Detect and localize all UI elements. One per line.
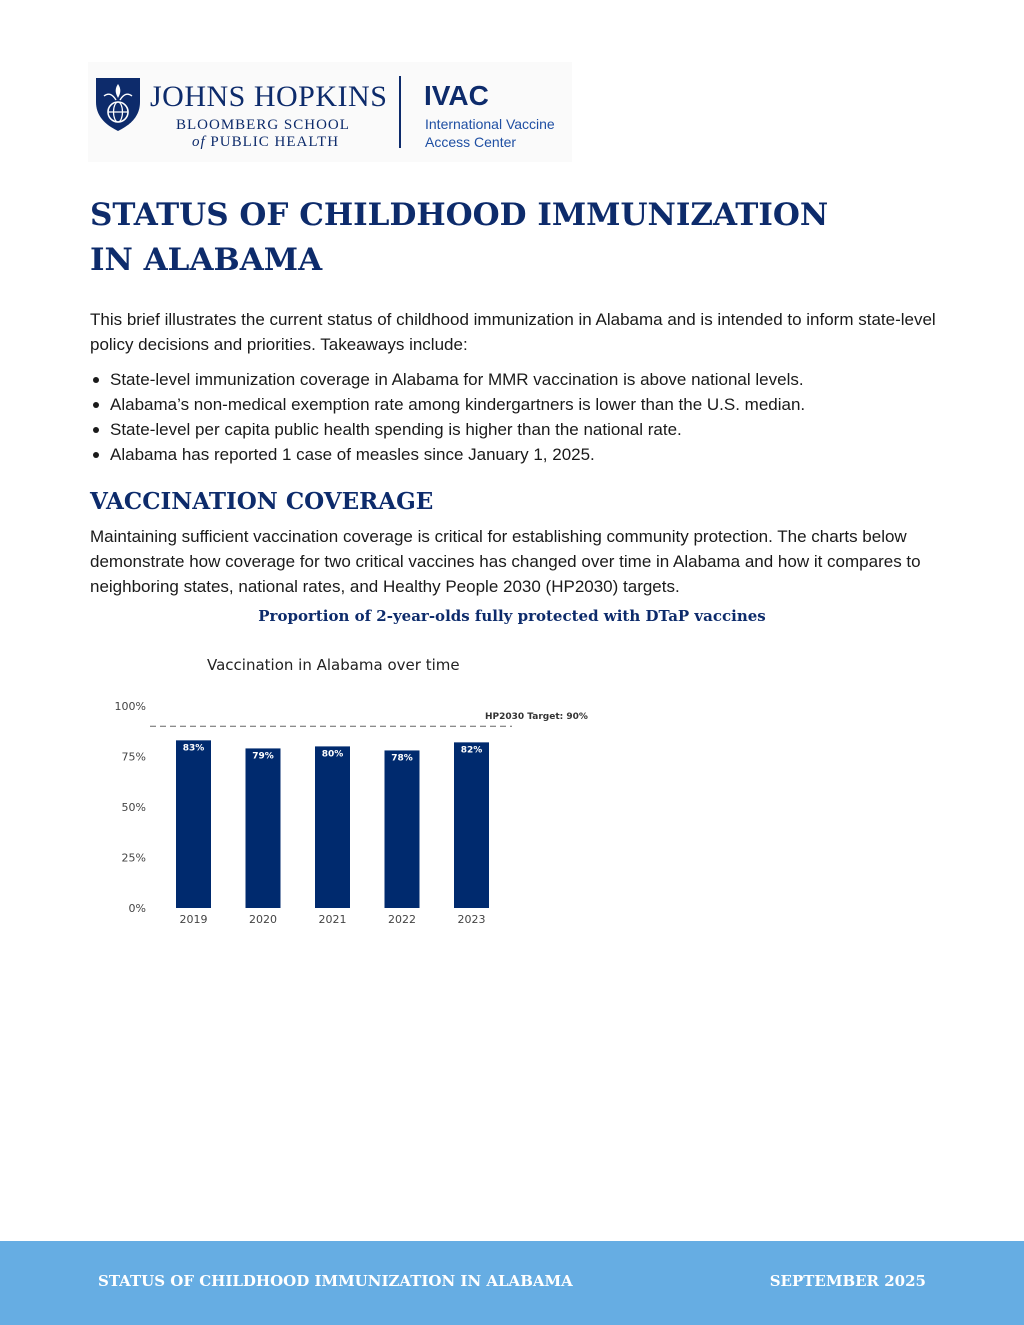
y-tick-label: 25%	[121, 851, 146, 865]
bar	[315, 746, 350, 908]
section-body: Maintaining sufficient vaccination coverage is critical for establishing community protection. The charts below demonstrate how coverage for two critical vaccines has changed over time in Alabama and how it compares to neighboring states, national rates, and Healthy People 2030 (HP2030) targets.	[90, 527, 921, 596]
bar	[176, 740, 211, 908]
footer-title: STATUS OF CHILDHOOD IMMUNIZATION IN ALABAMA	[98, 1272, 573, 1290]
x-tick-label: 2023	[457, 913, 486, 926]
y-tick-label: 50%	[121, 801, 146, 814]
bar-data-label: 83%	[182, 743, 205, 754]
ivac-logo: IVAC	[424, 80, 489, 111]
logo-of: of	[192, 134, 206, 150]
x-tick-label: 2020	[249, 913, 277, 926]
chart-section-title: Proportion of 2-year-olds fully protected with DTaP vaccines	[258, 607, 766, 625]
footer-date: SEPTEMBER 2025	[769, 1272, 926, 1290]
logo-ph: PUBLIC HEALTH	[210, 134, 340, 150]
takeaway-item: State-level per capita public health spending is higher than the national rate.	[90, 417, 805, 442]
page-title: STATUS OF CHILDHOOD IMMUNIZATION IN ALABAMA	[90, 197, 829, 278]
y-tick-label: 0%	[128, 902, 146, 915]
target-label: HP2030 Target: 90%	[485, 712, 588, 723]
takeaway-item: State-level immunization coverage in Alabama for MMR vaccination is above national levels.	[90, 367, 805, 392]
ivac-line2: Access Center	[425, 134, 517, 150]
y-tick-label: 75%	[121, 750, 146, 764]
y-tick-label: 100%	[114, 700, 146, 713]
takeaway-item: Alabama’s non-medical exemption rate among kindergartners is lower than the U.S. median.	[90, 392, 805, 417]
logo-school: BLOOMBERG SCHOOL	[176, 117, 350, 133]
chart-title: Vaccination in Alabama over time	[207, 656, 460, 674]
bar	[385, 750, 420, 908]
logo-name: JOHNS HOPKINS	[150, 80, 388, 113]
x-tick-label: 2021	[318, 913, 347, 926]
x-tick-label: 2022	[388, 913, 416, 926]
bar-data-label: 82%	[460, 745, 483, 756]
ivac-line1: International Vaccine	[425, 116, 555, 132]
bar-data-label: 80%	[321, 749, 344, 760]
bar	[246, 748, 281, 908]
intro-paragraph: This brief illustrates the current status of childhood immunization in Alabama and is intended to inform state-level policy decisions and priorities. Takeaways include:	[90, 310, 936, 354]
x-tick-label: 2019	[179, 913, 208, 926]
footer	[0, 1241, 1024, 1325]
bar	[454, 742, 489, 908]
section-heading: VACCINATION COVERAGE	[90, 488, 434, 515]
takeaway-item: Alabama has reported 1 case of measles since January 1, 2025.	[90, 442, 805, 467]
bar-data-label: 79%	[252, 751, 274, 762]
bar-data-label: 78%	[391, 753, 413, 764]
